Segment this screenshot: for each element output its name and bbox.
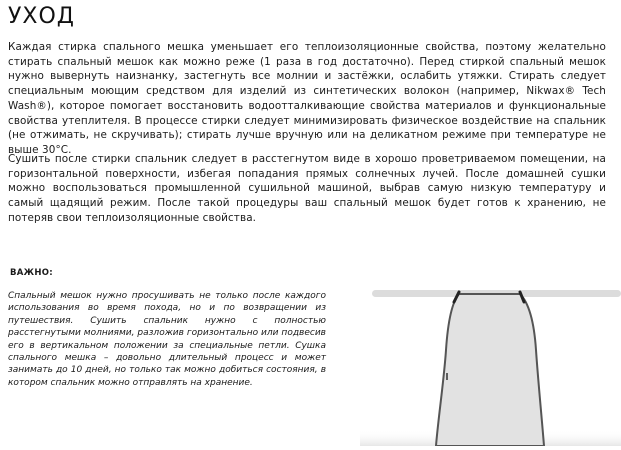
page-title: УХОД [8, 4, 75, 29]
care-paragraph-drying: Сушить после стирки спальник следует в расстегнутом виде в хорошо проветриваемом помещении, на горизонтальной поверхности, избегая попадания прямых солнечных лучей. После домашней сушки можно воспользоваться промышленной сушильной машиной, выбрав самую низкую температуру и самый щадящий режим. После такой процедуры ваш спальный мешок будет готов к хранению, не потеряв свои теплоизоляционные свойства. [8, 153, 606, 224]
important-label: ВАЖНО: [10, 268, 54, 278]
sleeping-bag-drying-icon [360, 280, 621, 446]
care-paragraph-washing: Каждая стирка спального мешка уменьшает его теплоизоляционные свойства, поэтому желательно стирать спальный мешок как можно реже (1 раза в год достаточно). Перед стиркой спальный мешок нужно вывернуть наизнанку, застегнуть все молнии и застёжки, ослабить утяжки. Стирать следует специальным моющим средством для изделий из синтетических волокон (например, Nikwax® Tech Wash®), которое помогает восстановить водоотталкивающие свойства материалов и функциональные свойства утеплителя. В процессе стирки следует минимизировать физическое воздействие на спальник (не отжимать, не скручивать); стирать лучше вручную или на деликатном режиме при температуре не выше 30°C. [8, 41, 606, 156]
important-note: Спальный мешок нужно просушивать не только после каждого использования во время похода, но и по возвращении из путешествия. Сушить спальник нужно с полностью расстегнутыми молниями, разложив горизонтально или подвесив его в вертикальном положении за специальные петли. Сушка спального мешка – довольно длительный процесс и может занимать до 10 дней, но только так можно добиться состояния, в котором спальник можно отправлять на хранение. [8, 291, 326, 388]
sleeping-bag [436, 294, 544, 446]
sleeping-bag-illustration [360, 280, 621, 446]
